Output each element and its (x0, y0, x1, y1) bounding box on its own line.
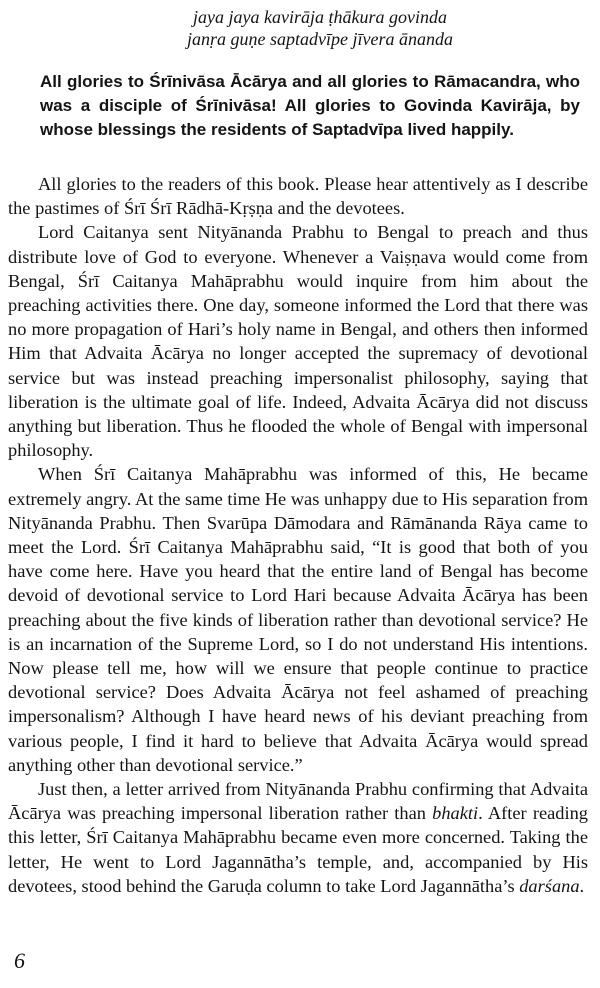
paragraph: When Śrī Caitanya Mahāprabhu was informed of this, He became extremely angry. At the same time He was unhappy due to His separation from Nityānanda Prabhu. Then Svarūpa Dāmodara and Rāmānanda Rāya came to meet the Lord. Śrī Caitanya Mahāprabhu said, “It is good that both of you have come here. Have you heard that the entire land of Bengal has become devoid of devotional service to Lord Hari because Advaita Ācārya has been preaching about the five kinds of liberation rather than devotional service? He is an incarnation of the Supreme Lord, so I do not understand His intentions. Now please tell me, how will we ensure that people continue to practice devotional service? Does Advaita Ācārya not feel ashamed of preaching impersonalism? Although I have heard news of his deviant preaching from various people, I find it hard to believe that Advaita Ācārya would spread anything other than devotional service.” (8, 464, 588, 775)
verse-line-1: jaya jaya kavirāja ṭhākura govinda (193, 7, 447, 27)
body-text (8, 172, 588, 898)
italic-term: bhakti (432, 803, 479, 824)
text-span: . After reading this letter, Śrī Caitanya Mahāprabhu became even more concerned. Taking the letter, He went to Lord Jagannātha’s temple, and, accompanied by His devotees, stood behind the Garuḍa column to take Lord Jagannātha’s (8, 803, 589, 896)
verse-block (0, 6, 600, 50)
text-span: Just then, a letter arrived from Nityānanda Prabhu confirming that Advaita Ācārya was preaching impersonal liberation rather than (8, 779, 588, 824)
italic-term: darśana (519, 875, 580, 896)
paragraph: Lord Caitanya sent Nityānanda Prabhu to Bengal to preach and thus distribute love of God to everyone. Whenever a Vaiṣṇava would come from Bengal, Śrī Caitanya Mahāprabhu would inquire from him about the preaching activities there. One day, someone informed the Lord that there was no more propagation of Hari’s holy name in Bengal, and others then informed Him that Advaita Ācārya no longer accepted the supremacy of devotional service but was instead preaching impersonalist philosophy, saying that liberation is the ultimate goal of life. Indeed, Advaita Ācārya did not discuss anything but liberation. Thus he flooded the whole of Bengal with impersonal philosophy. (8, 222, 588, 461)
paragraph-last (8, 777, 588, 898)
paragraph: All glories to the readers of this book. Please hear attentively as I describe the pastimes of Śrī Śrī Rādhā-Kṛṣṇa and the devotees. (8, 174, 588, 219)
text-span: . (579, 875, 585, 896)
verse-line-2: janṛa guṇe saptadvīpe jīvera ānanda (187, 29, 453, 49)
page-number: 6 (14, 948, 25, 973)
verse-translation: All glories to Śrīnivāsa Ācārya and all glories to Rāmacandra, who was a disciple of Śrīnivāsa! All glories to Govinda Kavirāja, by whose blessings the residents of Saptadvīpa lived happily. (40, 72, 580, 139)
